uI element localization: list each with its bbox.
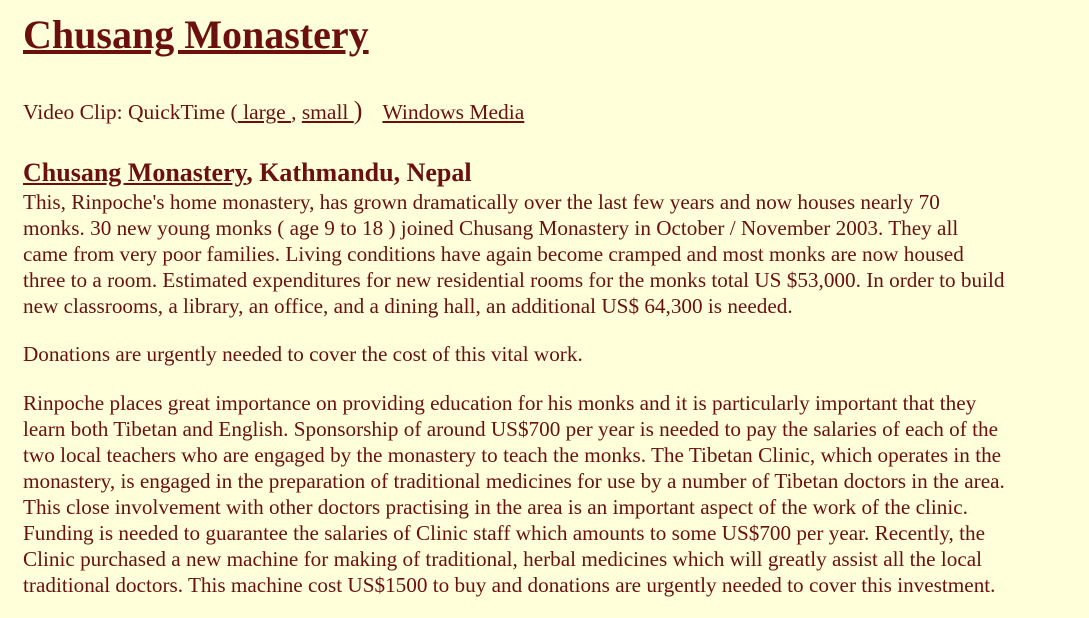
page-title[interactable] — [23, 12, 369, 58]
paragraph-line: new classrooms, a library, an office, and a dining hall, an additional US$ 64,300 is needed. — [23, 294, 793, 318]
section-title-location: , Kathmandu, Nepal — [246, 158, 472, 187]
page-title-link[interactable]: Chusang Monastery — [23, 12, 369, 57]
quicktime-small-link[interactable]: small — [301, 100, 354, 124]
paragraph-line: This close involvement with other doctors practising in the area is an important aspect of the work of the clinic. — [23, 495, 968, 519]
paragraph-line: came from very poor families. Living conditions have again become cramped and most monks are now housed — [23, 242, 964, 266]
quicktime-large-link[interactable]: large — [237, 100, 292, 124]
windows-media-link[interactable]: Windows Media — [382, 100, 525, 124]
paragraph-donations — [23, 341, 1081, 367]
paragraph-line: Donations are urgently needed to cover the cost of this vital work. — [23, 342, 583, 366]
paragraph-line: This, Rinpoche's home monastery, has grown dramatically over the last few years and now houses nearly 70 — [23, 190, 940, 214]
paragraph-line: traditional doctors. This machine cost US$1500 to buy and donations are urgently needed to cover this investment. — [23, 573, 996, 597]
paragraph-line: learn both Tibetan and English. Sponsorship of around US$700 per year is needed to pay the salaries of each of the — [23, 417, 998, 441]
paragraph-education-clinic — [23, 390, 1081, 598]
section-title — [23, 157, 472, 189]
paragraph-line: monastery, is engaged in the preparation of traditional medicines for use by a number of Tibetan doctors in the area. — [23, 469, 1005, 493]
paragraph-line: two local teachers who are engaged by the monastery to teach the monks. The Tibetan Clinic, which operates in the — [23, 443, 1002, 467]
paragraph-line: monks. 30 new young monks ( age 9 to 18 ) joined Chusang Monastery in October / November 2003. They all — [23, 216, 959, 240]
section-title-link[interactable]: Chusang Monastery — [23, 158, 247, 187]
paragraph-line: Clinic purchased a new machine for making of traditional, herbal medicines which will greatly assist all the local — [23, 547, 983, 571]
paragraph-line: three to a room. Estimated expenditures for new residential rooms for the monks total US $53,000. In order to build — [23, 268, 1005, 292]
paragraph-line: Rinpoche places great importance on providing education for his monks and it is particularly important that they — [23, 391, 977, 415]
close-paren: ) — [353, 96, 363, 125]
video-clip-line — [23, 97, 524, 126]
video-separator: , — [291, 100, 302, 124]
video-clip-prefix: Video Clip: QuickTime ( — [23, 100, 238, 124]
paragraph-line: Funding is needed to guarantee the salaries of Clinic staff which amounts to some US$700 per year. Recently, the — [23, 521, 986, 545]
paragraph-intro — [23, 189, 1081, 319]
